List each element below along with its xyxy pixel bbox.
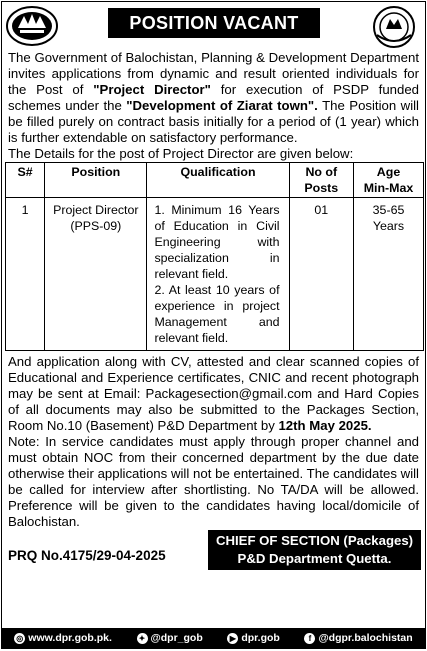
social-bar [2, 628, 425, 648]
prq-number: PRQ No.4175/29-04-2025 [8, 548, 166, 563]
facebook-icon: f [304, 633, 315, 644]
facebook-link[interactable] [304, 632, 412, 644]
twitter-text: @dpr_gob [150, 632, 203, 644]
chief-of-section-box [208, 530, 421, 570]
table-header-row [6, 163, 424, 198]
position-details-table [5, 162, 424, 351]
note-paragraph: Note: In service candidates must apply through proper channel and must obtain NOC from their concerned department by the due date otherwise their applications will not be entertained. The candidates will be called for interview after shortlisting. No TA/DA will be allowed. Preference will be given to the candidates having local/domicile of Balochistan. [8, 434, 419, 529]
table-row [6, 198, 424, 351]
scheme-name: "Development of Ziarat town". [126, 98, 318, 113]
deadline-date: 12th May 2025. [278, 418, 372, 433]
chief-line1: CHIEF OF SECTION (Packages) [215, 533, 414, 548]
facebook-text: @dgpr.balochistan [318, 632, 413, 644]
advertisement-page [1, 1, 426, 649]
twitter-link[interactable] [137, 632, 203, 644]
cell-age [354, 198, 424, 351]
header-posts-line2: Posts [304, 181, 339, 195]
cell-position [45, 198, 147, 351]
cell-age-line2: Years [372, 219, 405, 233]
cell-position-line2: (PPS-09) [70, 219, 122, 233]
chief-line2: P&D Department Quetta. [237, 551, 392, 566]
website-text: www.dpr.gob.pk. [28, 632, 112, 644]
youtube-icon: ▶ [227, 633, 238, 644]
details-intro: The Details for the post of Project Director are given below: [8, 146, 354, 161]
header-age [354, 163, 424, 198]
cell-sno: 1 [6, 198, 45, 351]
page-title: POSITION VACANT [108, 8, 320, 38]
cell-posts: 01 [289, 198, 354, 351]
header-age-line2: Min-Max [363, 181, 414, 195]
header-posts [289, 163, 354, 198]
header-position: Position [45, 163, 147, 198]
government-logo-left [6, 6, 58, 46]
globe-icon: ◎ [14, 633, 25, 644]
post-name: "Project Director" [93, 82, 211, 97]
youtube-text: dpr.gob [241, 632, 280, 644]
qualification-item-2: 2. At least 10 years of experience in project Management and relevant field. [154, 283, 280, 345]
header-posts-line1: No of [305, 165, 338, 179]
cell-qualification [147, 198, 289, 351]
website-link[interactable] [14, 632, 112, 644]
instructions-text: And application along with CV, attested and clear scanned copies of Educational and Experience certificates, CNIC and recent photograph may be sent at Email: Packagesection@gmail.com and Hard Copies of all documents may also be submitted to the Packages Section, Room No.10 (Basement) P&D Department by [8, 354, 419, 433]
intro-text-c: The Position will be filled purely on contract basis initially for a period of (1 year) which is further extendable on satisfactory performance. [8, 98, 419, 145]
cell-age-line1: 35-65 [372, 203, 405, 217]
footer-row [2, 530, 425, 570]
cell-position-line1: Project Director [53, 203, 139, 217]
header-age-line1: Age [376, 165, 401, 179]
intro-text-a: The Government of Balochistan, Planning & Development Department invites applications from dynamic and result oriented individuals for the Post of [8, 50, 419, 97]
youtube-link[interactable] [227, 632, 280, 644]
header-qualification: Qualification [147, 163, 289, 198]
application-instructions [8, 354, 419, 434]
intro-text-b: for execution of PSDP funded schemes under the [8, 82, 419, 113]
intro-paragraph [8, 50, 419, 162]
twitter-icon: ✦ [137, 633, 148, 644]
header-sno: S# [6, 163, 45, 198]
qualification-item-1: 1. Minimum 16 Years of Education in Civil Engineering with specialization in relevant field. [154, 203, 280, 281]
government-logo-right [369, 5, 419, 49]
header [2, 2, 425, 50]
